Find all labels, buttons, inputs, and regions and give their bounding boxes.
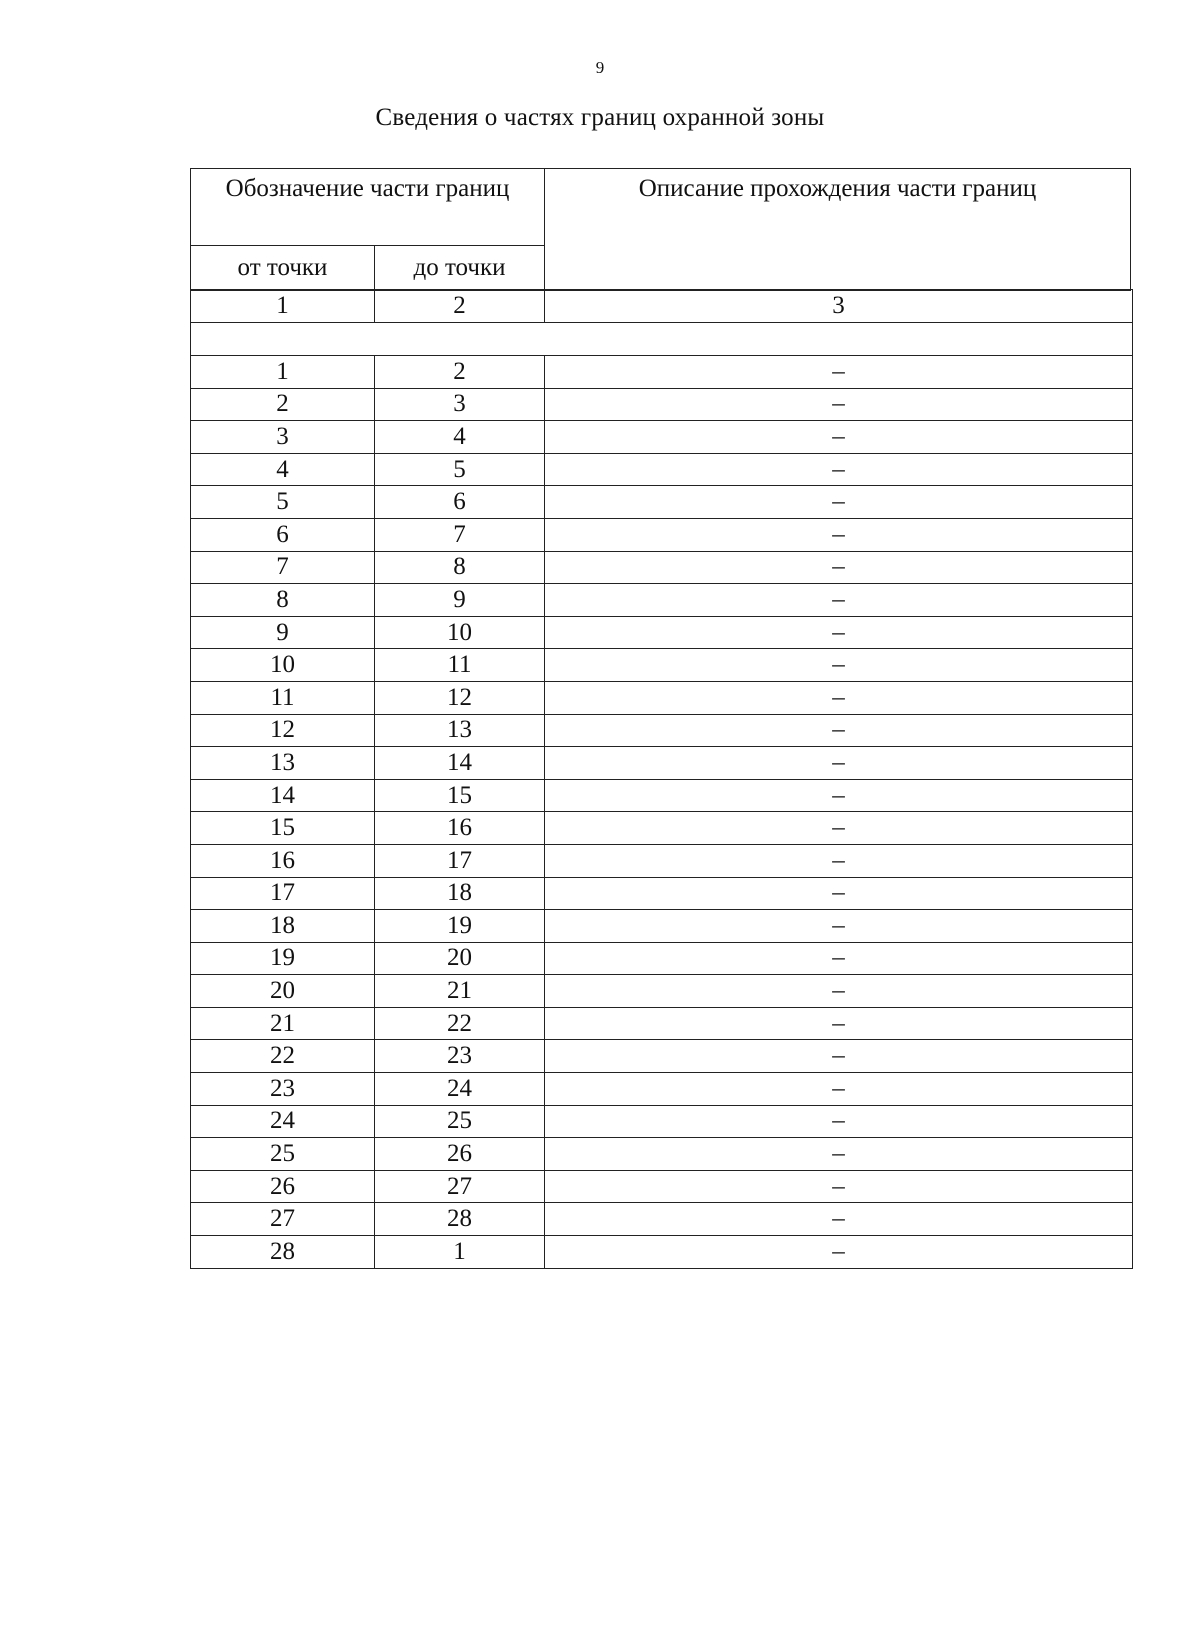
description-cell: –: [545, 356, 1133, 389]
table-row: [191, 421, 1133, 454]
from-point-cell: 28: [191, 1236, 375, 1269]
to-point-cell: 13: [375, 714, 545, 747]
from-point-cell: 20: [191, 975, 375, 1008]
from-point-cell: 13: [191, 747, 375, 780]
to-point-cell: 6: [375, 486, 545, 519]
table-row: [191, 616, 1133, 649]
to-point-cell: 2: [375, 356, 545, 389]
description-cell: –: [545, 421, 1133, 454]
to-point-cell: 19: [375, 910, 545, 943]
to-point-cell: 15: [375, 779, 545, 812]
to-point-cell: 10: [375, 616, 545, 649]
from-point-cell: 3: [191, 421, 375, 454]
to-point-cell: 8: [375, 551, 545, 584]
to-point-cell: 28: [375, 1203, 545, 1236]
from-point-cell: 4: [191, 453, 375, 486]
table-row: [191, 942, 1133, 975]
page-title: Сведения о частях границ охранной зоны: [375, 104, 825, 131]
table-row: [191, 681, 1133, 714]
description-cell: –: [545, 518, 1133, 551]
to-point-cell: 9: [375, 584, 545, 617]
description-cell: –: [545, 1236, 1133, 1269]
table-row: [191, 1105, 1133, 1138]
table-row: [191, 975, 1133, 1008]
header-boundary-description: Описание прохождения части границ: [545, 169, 1131, 291]
table-row: [191, 779, 1133, 812]
description-cell: –: [545, 551, 1133, 584]
to-point-cell: 27: [375, 1170, 545, 1203]
table-row: [191, 584, 1133, 617]
header-from-point: от точки: [191, 246, 375, 291]
from-point-cell: 18: [191, 910, 375, 943]
to-point-cell: 21: [375, 975, 545, 1008]
description-cell: –: [545, 1203, 1133, 1236]
from-point-cell: 22: [191, 1040, 375, 1073]
to-point-cell: 11: [375, 649, 545, 682]
to-point-cell: 16: [375, 812, 545, 845]
description-cell: –: [545, 714, 1133, 747]
to-point-cell: 25: [375, 1105, 545, 1138]
description-cell: –: [545, 1170, 1133, 1203]
from-point-cell: 8: [191, 584, 375, 617]
description-cell: –: [545, 844, 1133, 877]
table-row: [191, 1138, 1133, 1171]
from-point-cell: 23: [191, 1073, 375, 1106]
to-point-cell: 7: [375, 518, 545, 551]
table-row: [191, 844, 1133, 877]
description-cell: –: [545, 1040, 1133, 1073]
from-point-cell: 25: [191, 1138, 375, 1171]
section-label: [191, 323, 1133, 356]
from-point-cell: 9: [191, 616, 375, 649]
table-row: [191, 1203, 1133, 1236]
from-point-cell: 21: [191, 1007, 375, 1040]
from-point-cell: 5: [191, 486, 375, 519]
table-row: [191, 518, 1133, 551]
column-number: 3: [545, 290, 1133, 323]
from-point-cell: 12: [191, 714, 375, 747]
to-point-cell: 22: [375, 1007, 545, 1040]
description-cell: –: [545, 388, 1133, 421]
description-cell: –: [545, 1073, 1133, 1106]
from-point-cell: 27: [191, 1203, 375, 1236]
table-row: [191, 812, 1133, 845]
table-row: [191, 649, 1133, 682]
to-point-cell: 1: [375, 1236, 545, 1269]
to-point-cell: 24: [375, 1073, 545, 1106]
to-point-cell: 5: [375, 453, 545, 486]
table-row: [191, 453, 1133, 486]
description-cell: –: [545, 616, 1133, 649]
from-point-cell: 10: [191, 649, 375, 682]
to-point-cell: 17: [375, 844, 545, 877]
table-row: [191, 1040, 1133, 1073]
description-cell: –: [545, 649, 1133, 682]
boundary-table-header: [190, 168, 1131, 291]
table-row: [191, 1236, 1133, 1269]
from-point-cell: 24: [191, 1105, 375, 1138]
boundary-parts-table: [190, 289, 1133, 1269]
from-point-cell: 15: [191, 812, 375, 845]
description-cell: –: [545, 1105, 1133, 1138]
description-cell: –: [545, 877, 1133, 910]
to-point-cell: 26: [375, 1138, 545, 1171]
from-point-cell: 14: [191, 779, 375, 812]
table-row: [191, 356, 1133, 389]
to-point-cell: 12: [375, 681, 545, 714]
header-boundary-part-designation: Обозначение части границ: [191, 169, 545, 246]
table-row: [191, 388, 1133, 421]
description-cell: –: [545, 681, 1133, 714]
description-cell: –: [545, 1138, 1133, 1171]
column-number-row: [191, 290, 1133, 323]
description-cell: –: [545, 910, 1133, 943]
from-point-cell: 17: [191, 877, 375, 910]
from-point-cell: 16: [191, 844, 375, 877]
from-point-cell: 1: [191, 356, 375, 389]
boundary-parts-table-body: [191, 290, 1133, 1269]
from-point-cell: 26: [191, 1170, 375, 1203]
to-point-cell: 20: [375, 942, 545, 975]
table-row: [191, 1007, 1133, 1040]
description-cell: –: [545, 453, 1133, 486]
to-point-cell: 4: [375, 421, 545, 454]
from-point-cell: 11: [191, 681, 375, 714]
table-row: [191, 486, 1133, 519]
description-cell: –: [545, 975, 1133, 1008]
description-cell: –: [545, 584, 1133, 617]
to-point-cell: 23: [375, 1040, 545, 1073]
table-row: [191, 877, 1133, 910]
table-row: [191, 1073, 1133, 1106]
description-cell: –: [545, 747, 1133, 780]
from-point-cell: 7: [191, 551, 375, 584]
to-point-cell: 3: [375, 388, 545, 421]
description-cell: –: [545, 812, 1133, 845]
description-cell: –: [545, 779, 1133, 812]
column-number: 2: [375, 290, 545, 323]
table-row: [191, 910, 1133, 943]
table-row: [191, 1170, 1133, 1203]
header-to-point: до точки: [375, 246, 545, 291]
description-cell: –: [545, 486, 1133, 519]
from-point-cell: 6: [191, 518, 375, 551]
from-point-cell: 2: [191, 388, 375, 421]
from-point-cell: 19: [191, 942, 375, 975]
table-row: [191, 714, 1133, 747]
table-row: [191, 551, 1133, 584]
description-cell: –: [545, 942, 1133, 975]
page-number: 9: [595, 58, 605, 77]
description-cell: –: [545, 1007, 1133, 1040]
column-number: 1: [191, 290, 375, 323]
table-row: [191, 747, 1133, 780]
to-point-cell: 18: [375, 877, 545, 910]
to-point-cell: 14: [375, 747, 545, 780]
section-row: [191, 323, 1133, 356]
